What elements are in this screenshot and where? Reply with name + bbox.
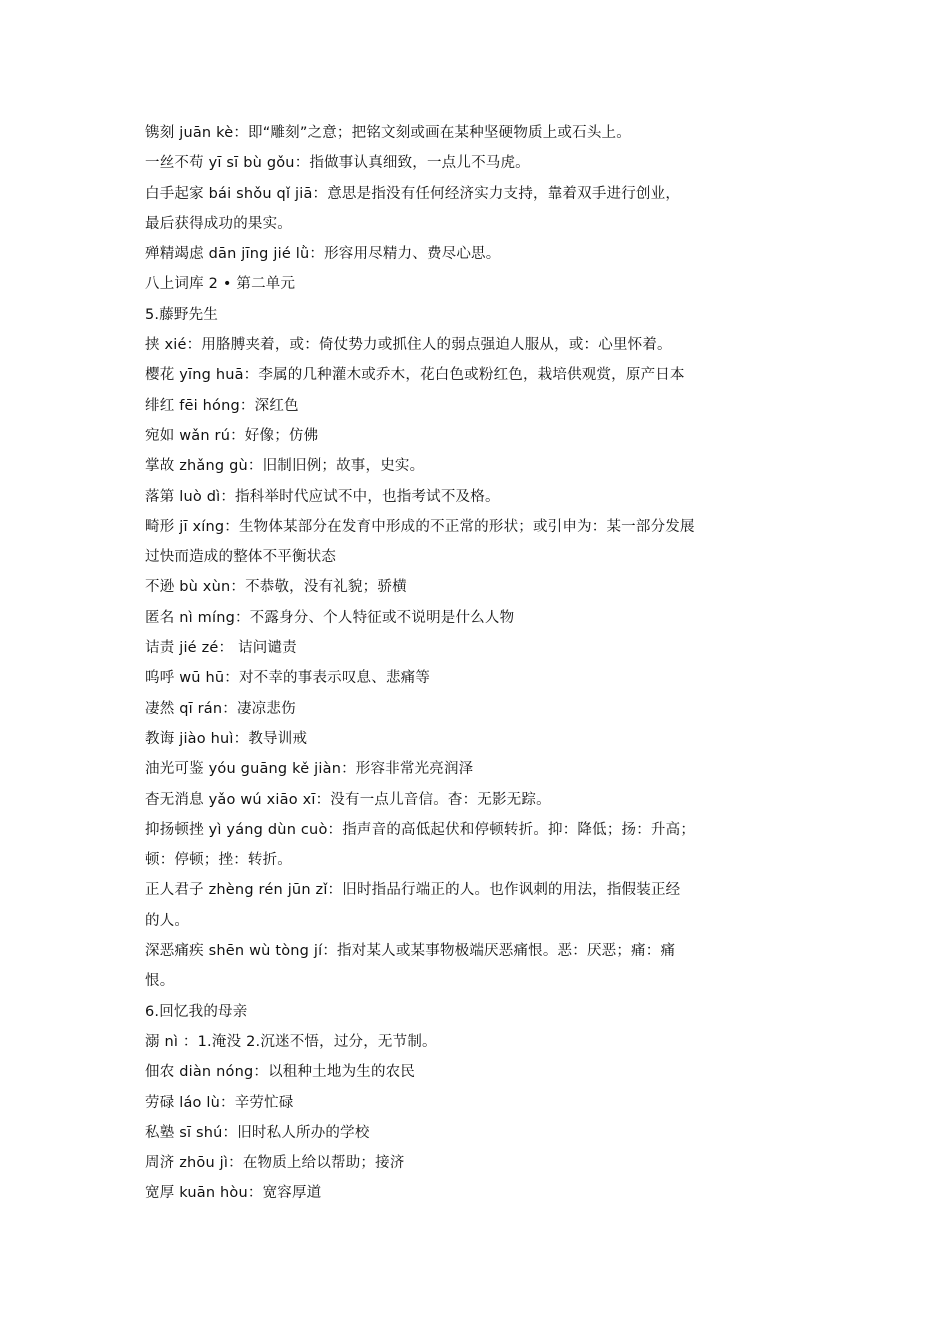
entry-kuanhou: 宽厚 kuān hòu：宽容厚道 [145, 1185, 322, 1202]
entry-laolu: 劳碌 láo lù：辛劳忙碌 [145, 1094, 294, 1111]
entry-diannong: 佃农 diàn nóng：以租种土地为生的农民 [145, 1064, 416, 1081]
lesson-heading-6: 6.回忆我的母亲 [145, 1003, 248, 1020]
section-heading-unit-2: 八上词库 2 • 第二单元 [145, 276, 296, 293]
entry-jixing: 畸形 jī xíng：生物体某部分在发育中形成的不正常的形状；或引申为：某一部分发展 [145, 518, 695, 535]
entry-niming: 匿名 nì míng：不露身分、个人特征或不说明是什么人物 [145, 609, 515, 626]
entry-sishu: 私塾 sī shú：旧时私人所办的学校 [145, 1124, 370, 1141]
entry-baishouqijia: 白手起家 bái shǒu qǐ jiā：意思是指没有任何经济实力支持，靠着双手进行创业， [145, 185, 681, 202]
entry-juanke: 镌刻 juān kè：即“雕刻”之意；把铭文刻或画在某种坚硬物质上或石头上。 [145, 125, 631, 141]
entry-buxun: 不逊 bù xùn：不恭敬，没有礼貌；骄横 [145, 579, 407, 596]
entry-luodi: 落第 luò dì：指科举时代应试不中，也指考试不及格。 [145, 488, 500, 505]
entry-yiyangdunchuo-cont: 顿：停顿；挫：转折。 [145, 852, 292, 869]
entry-danjingjielv: 殚精竭虑 dān jīng jié lǜ：形容用尽精力、费尽心思。 [145, 246, 501, 263]
lesson-heading-5: 5.藤野先生 [145, 306, 219, 323]
entry-jieze: 诘责 jié zé： 诘问谴责 [145, 640, 297, 657]
entry-zhengrenjunzi-cont: 的人。 [145, 912, 190, 929]
entry-yiyangdunchuo: 抑扬顿挫 yì yáng dùn cuò：指声音的高低起伏和停顿转折。抑：降低；扬：升高； [145, 821, 696, 838]
entry-shenwutongji: 深恶痛疾 shēn wù tòng jí：指对某人或某事物极端厌恶痛恨。恶：厌恶；痛：痛 [145, 943, 676, 960]
entry-xie: 挟 xié：用胳膊夹着，或：倚仗势力或抓住人的弱点强迫人服从，或：心里怀着。 [145, 337, 672, 354]
entry-yinghua: 樱花 yīng huā：李属的几种灌木或乔木，花白色或粉红色，栽培供观赏，原产日本 [145, 367, 685, 384]
entry-wanru: 宛如 wǎn rú：好像；仿佛 [145, 427, 319, 444]
entry-feihong: 绯红 fēi hóng：深红色 [145, 397, 299, 414]
entry-yaowuxiaoxi: 杳无消息 yǎo wú xiāo xī：没有一点儿音信。杳：无影无踪。 [145, 791, 551, 808]
entry-baishouqijia-cont: 最后获得成功的果实。 [145, 215, 292, 232]
entry-jiaohui: 教诲 jiào huì：教导训戒 [145, 730, 308, 747]
entry-jixing-cont: 过快而造成的整体不平衡状态 [145, 549, 337, 566]
entry-zhouji: 周济 zhōu jì：在物质上给以帮助；接济 [145, 1155, 405, 1172]
entry-qiran: 凄然 qī rán：凄凉悲伤 [145, 700, 296, 717]
entry-ni: 溺 nì ：1.淹没 2.沉迷不悟，过分，无节制。 [145, 1033, 437, 1050]
entry-zhanggu: 掌故 zhǎng gù：旧制旧例；故事，史实。 [145, 458, 425, 475]
document-body [145, 118, 813, 1209]
entry-yisibugou: 一丝不苟 yī sī bù gǒu：指做事认真细致，一点儿不马虎。 [145, 155, 530, 172]
entry-zhengrenjunzi: 正人君子 zhèng rén jūn zǐ：旧时指品行端正的人。也作讽刺的用法，指假装正经 [145, 882, 681, 899]
entry-shenwutongji-cont: 恨。 [145, 973, 175, 990]
entry-youguangkejian: 油光可鉴 yóu guāng kě jiàn：形容非常光亮润泽 [145, 761, 474, 778]
entry-wuhu: 呜呼 wū hū：对不幸的事表示叹息、悲痛等 [145, 670, 431, 687]
